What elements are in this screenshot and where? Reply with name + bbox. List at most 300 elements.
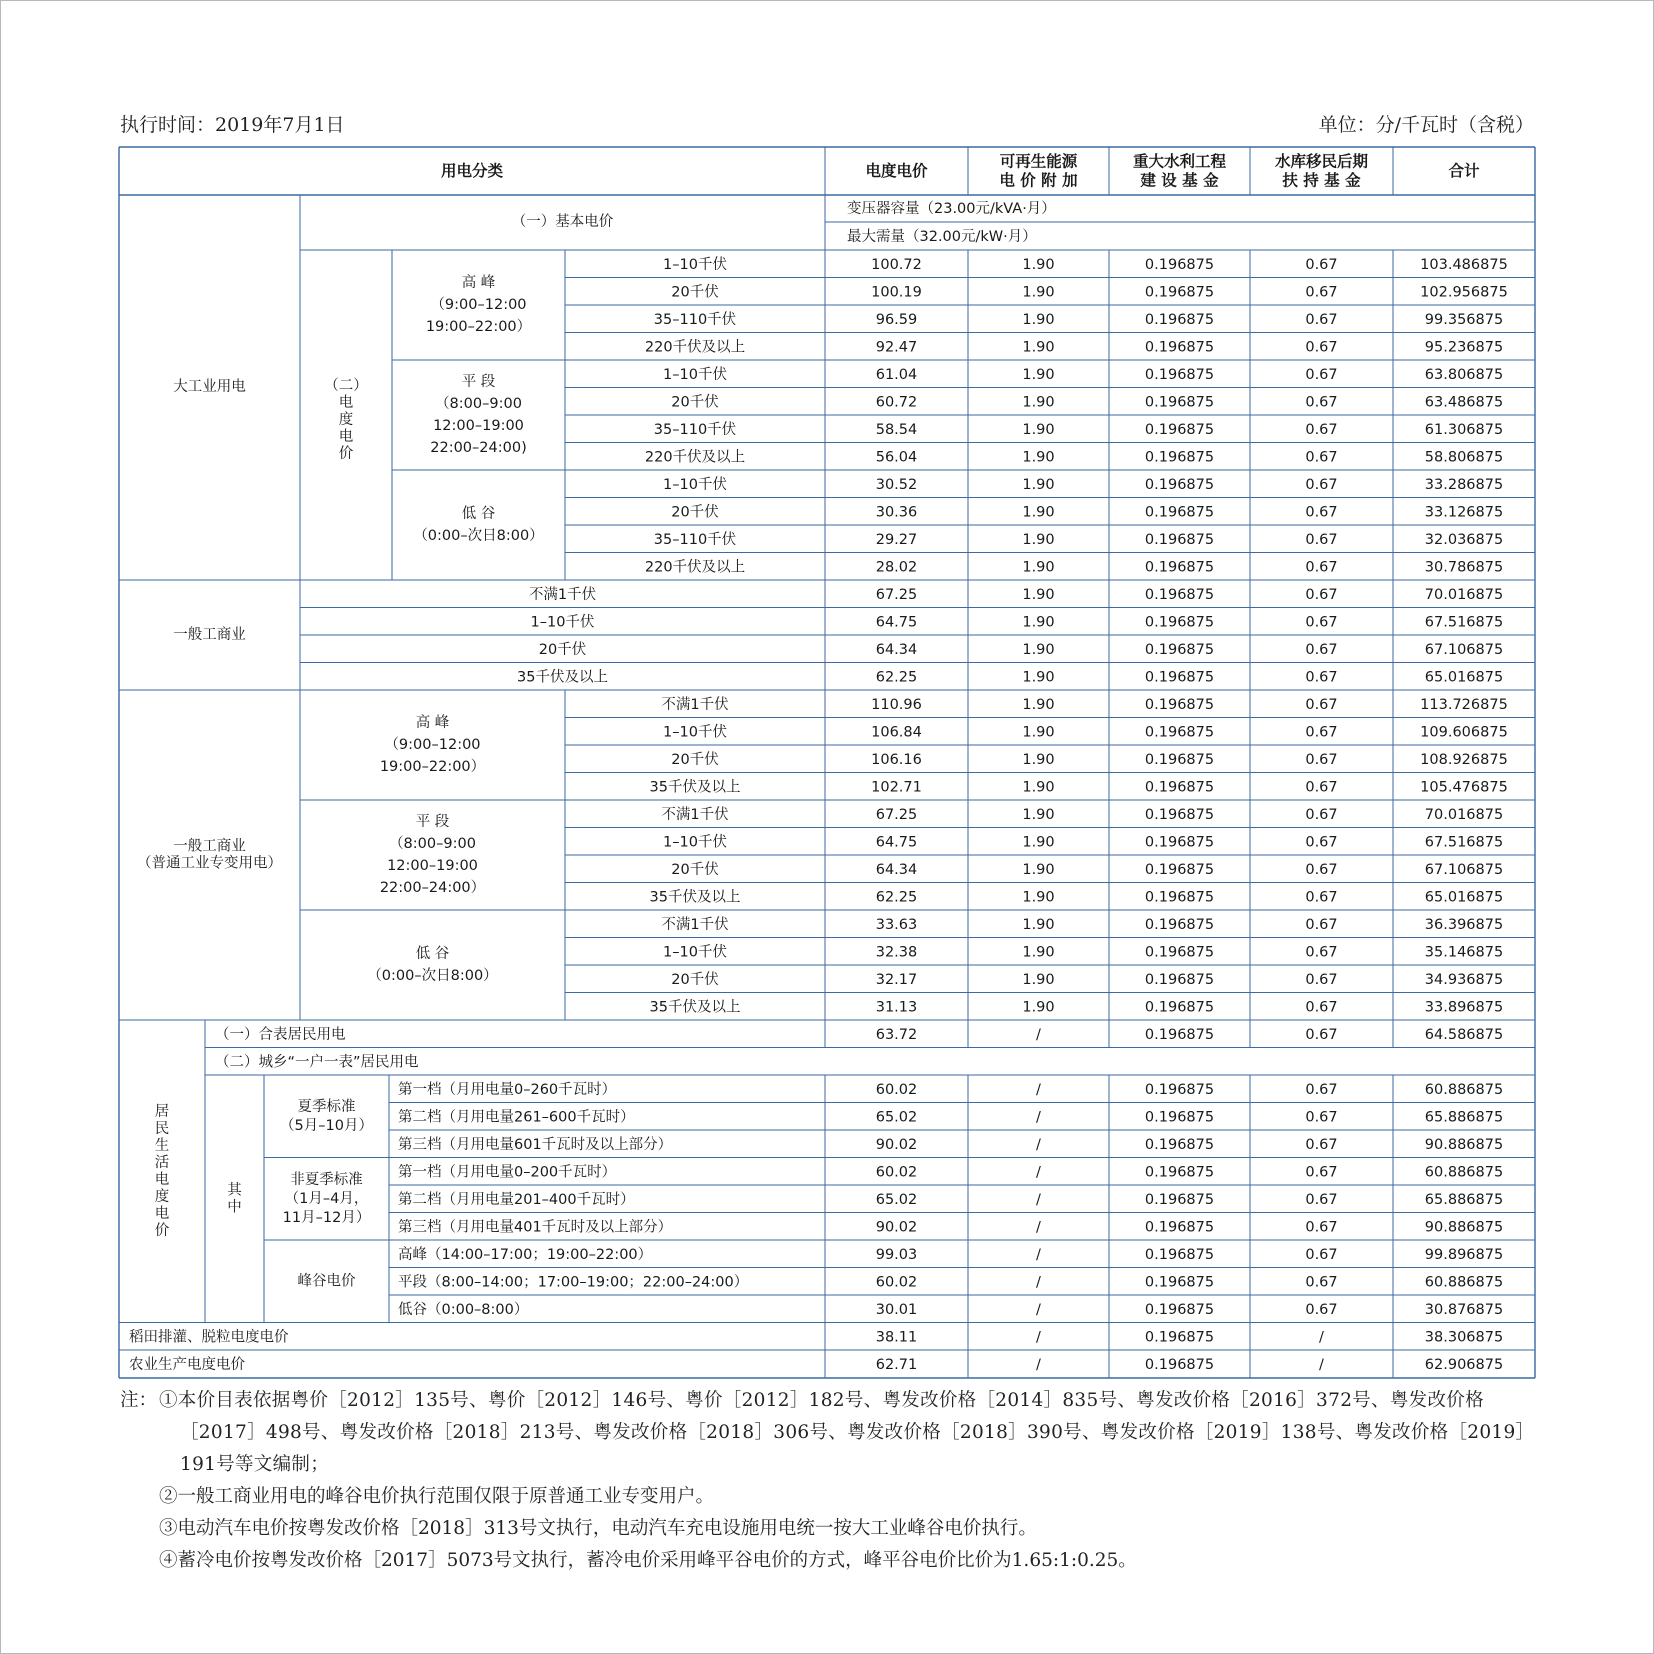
renewable-surcharge: 1.90	[1022, 861, 1055, 878]
total-price: 30.876875	[1424, 1301, 1504, 1318]
time-period-label: 19:00–22:00）	[425, 319, 532, 335]
renewable-surcharge: 1.90	[1022, 284, 1055, 301]
energy-price: 90.02	[875, 1219, 918, 1236]
time-period-label: 12:00–19:00	[387, 858, 478, 874]
total-price: 38.306875	[1424, 1329, 1504, 1346]
header-water-fund: 重大水利工程	[1132, 152, 1227, 171]
reservoir-fund: 0.67	[1305, 586, 1338, 603]
energy-price: 102.71	[871, 779, 922, 796]
renewable-surcharge: /	[1036, 1191, 1041, 1208]
header-category: 用电分类	[440, 162, 504, 180]
energy-price: 33.63	[875, 916, 918, 933]
energy-price: 106.16	[871, 751, 922, 768]
tier-label: 第三档（月用电量601千瓦时及以上部分）	[398, 1136, 673, 1153]
energy-price-label: 电	[338, 429, 354, 445]
water-fund: 0.196875	[1144, 1026, 1215, 1043]
renewable-surcharge: /	[1036, 1246, 1041, 1263]
notes	[120, 1385, 1540, 1577]
energy-price: 60.72	[875, 394, 918, 411]
renewable-surcharge: /	[1036, 1164, 1041, 1181]
water-fund: 0.196875	[1144, 944, 1215, 961]
energy-price-label: （二）	[324, 378, 368, 394]
water-fund: 0.196875	[1144, 559, 1215, 576]
one-meter-label: （二）城乡“一户一表”居民用电	[215, 1054, 419, 1071]
renewable-surcharge: /	[1036, 1356, 1041, 1373]
header-water-fund: 建 设 基 金	[1140, 171, 1219, 190]
energy-price: 60.02	[875, 1164, 918, 1181]
water-fund: 0.196875	[1144, 1191, 1215, 1208]
reservoir-fund: 0.67	[1305, 1219, 1338, 1236]
total-price: 35.146875	[1424, 944, 1504, 961]
water-fund: 0.196875	[1144, 1109, 1215, 1126]
reservoir-fund: 0.67	[1305, 1136, 1338, 1153]
voltage-level: 220千伏及以上	[644, 559, 746, 576]
reservoir-fund: 0.67	[1305, 256, 1338, 273]
total-price: 70.016875	[1424, 806, 1504, 823]
voltage-level: 35千伏及以上	[649, 889, 741, 906]
total-price: 33.896875	[1424, 999, 1504, 1016]
energy-price: 32.38	[875, 944, 918, 961]
renewable-surcharge: 1.90	[1022, 944, 1055, 961]
voltage-level: 35千伏及以上	[517, 669, 608, 686]
note-text: ③电动汽车电价按粤发改价格［2018］313号文执行，电动汽车充电设施用电统一按大工业峰谷电价执行。	[159, 1518, 1037, 1539]
energy-price: 62.25	[875, 889, 918, 906]
reservoir-fund: 0.67	[1305, 476, 1338, 493]
voltage-level: 1–10千伏	[663, 944, 727, 961]
energy-price: 100.72	[871, 256, 922, 273]
renewable-surcharge: 1.90	[1022, 696, 1055, 713]
voltage-level: 1–10千伏	[663, 256, 727, 273]
renewable-surcharge: 1.90	[1022, 999, 1055, 1016]
water-fund: 0.196875	[1144, 669, 1215, 686]
total-price: 67.516875	[1424, 834, 1504, 851]
note-3	[120, 1513, 1540, 1545]
header-reservoir-fund: 扶 持 基 金	[1282, 171, 1361, 190]
water-fund: 0.196875	[1144, 476, 1215, 493]
time-period-label: （9:00–12:00	[430, 297, 527, 313]
total-price: 65.016875	[1424, 669, 1504, 686]
renewable-surcharge: 1.90	[1022, 476, 1055, 493]
unit-label: 单位：分/千瓦时（含税）	[1318, 114, 1534, 136]
energy-price: 32.17	[875, 971, 918, 988]
renewable-surcharge: /	[1036, 1301, 1041, 1318]
renewable-surcharge: 1.90	[1022, 669, 1055, 686]
basic-capacity: 变压器容量（23.00元/kVA·月）	[847, 201, 1056, 217]
voltage-level: 1–10千伏	[663, 476, 727, 493]
renewable-surcharge: 1.90	[1022, 256, 1055, 273]
reservoir-fund: 0.67	[1305, 1274, 1338, 1291]
voltage-level: 20千伏	[671, 751, 719, 768]
total-price: 103.486875	[1420, 256, 1508, 273]
total-price: 67.106875	[1424, 641, 1504, 658]
total-price: 108.926875	[1420, 751, 1508, 768]
reservoir-fund: 0.67	[1305, 531, 1338, 548]
total-price: 63.486875	[1424, 394, 1504, 411]
energy-price: 100.19	[871, 284, 922, 301]
energy-price: 30.52	[875, 476, 918, 493]
energy-price: 64.75	[875, 834, 918, 851]
time-period-label: 平 段	[415, 814, 450, 830]
residential-label: 电	[154, 1205, 170, 1222]
voltage-level: 不满1千伏	[528, 586, 597, 603]
note-2	[120, 1481, 1540, 1513]
residential-label: 价	[154, 1222, 170, 1239]
voltage-level: 20千伏	[671, 861, 719, 878]
renewable-surcharge: /	[1036, 1136, 1041, 1153]
residential-label: 电	[154, 1171, 170, 1188]
energy-price: 62.71	[875, 1356, 918, 1373]
basic-demand: 最大需量（32.00元/kW·月）	[847, 229, 1037, 245]
energy-price: 56.04	[875, 449, 918, 466]
water-fund: 0.196875	[1144, 696, 1215, 713]
water-fund: 0.196875	[1144, 999, 1215, 1016]
reservoir-fund: 0.67	[1305, 339, 1338, 356]
energy-price: 64.75	[875, 614, 918, 631]
water-fund: 0.196875	[1144, 1081, 1215, 1098]
total-price: 63.806875	[1424, 366, 1504, 383]
renewable-surcharge: 1.90	[1022, 559, 1055, 576]
reservoir-fund: 0.67	[1305, 916, 1338, 933]
total-price: 36.396875	[1424, 916, 1504, 933]
time-period-label: 22:00–24:00)	[430, 440, 527, 456]
renewable-surcharge: 1.90	[1022, 751, 1055, 768]
renewable-surcharge: 1.90	[1022, 916, 1055, 933]
residential-label: 民	[154, 1120, 170, 1137]
total-price: 90.886875	[1424, 1219, 1504, 1236]
note-text: ④蓄冷电价按粤发改价格［2017］5073号文执行，蓄冷电价采用峰平谷电价的方式，峰平谷电价比价为1.65:1:0.25。	[159, 1550, 1137, 1571]
renewable-surcharge: 1.90	[1022, 834, 1055, 851]
renewable-surcharge: 1.90	[1022, 806, 1055, 823]
reservoir-fund: 0.67	[1305, 421, 1338, 438]
reservoir-fund: 0.67	[1305, 311, 1338, 328]
renewable-surcharge: 1.90	[1022, 504, 1055, 521]
total-price: 33.286875	[1424, 476, 1504, 493]
water-fund: 0.196875	[1144, 614, 1215, 631]
total-price: 33.126875	[1424, 504, 1504, 521]
water-fund: 0.196875	[1144, 311, 1215, 328]
renewable-surcharge: /	[1036, 1081, 1041, 1098]
renewable-surcharge: 1.90	[1022, 641, 1055, 658]
voltage-level: 35–110千伏	[653, 311, 737, 328]
season-label: 峰谷电价	[297, 1273, 356, 1290]
reservoir-fund: 0.67	[1305, 504, 1338, 521]
renewable-surcharge: 1.90	[1022, 779, 1055, 796]
reservoir-fund: 0.67	[1305, 1191, 1338, 1208]
renewable-surcharge: 1.90	[1022, 614, 1055, 631]
header-reservoir-fund: 水库移民后期	[1274, 152, 1369, 171]
voltage-level: 220千伏及以上	[644, 339, 746, 356]
total-price: 65.886875	[1424, 1191, 1504, 1208]
energy-price: 30.36	[875, 504, 918, 521]
total-price: 90.886875	[1424, 1136, 1504, 1153]
reservoir-fund: 0.67	[1305, 1301, 1338, 1318]
total-price: 109.606875	[1420, 724, 1508, 741]
voltage-level: 35–110千伏	[653, 531, 737, 548]
water-fund: 0.196875	[1144, 339, 1215, 356]
voltage-level: 不满1千伏	[661, 696, 729, 713]
season-label: （5月–10月）	[280, 1117, 373, 1134]
renewable-surcharge: 1.90	[1022, 586, 1055, 603]
energy-price: 28.02	[875, 559, 918, 576]
voltage-level: 不满1千伏	[661, 916, 729, 933]
water-fund: 0.196875	[1144, 284, 1215, 301]
large-industry-label: 大工业用电	[173, 379, 246, 395]
tier-label: 第三档（月用电量401千瓦时及以上部分）	[398, 1219, 673, 1236]
water-fund: 0.196875	[1144, 1356, 1215, 1373]
time-period-label: 12:00–19:00	[433, 418, 524, 434]
basic-price-label: （一）基本电价	[511, 214, 614, 230]
water-fund: 0.196875	[1144, 449, 1215, 466]
reservoir-fund: 0.67	[1305, 724, 1338, 741]
total-price: 60.886875	[1424, 1081, 1504, 1098]
reservoir-fund: /	[1319, 1356, 1324, 1373]
renewable-surcharge: /	[1036, 1109, 1041, 1126]
voltage-level: 1–10千伏	[663, 834, 727, 851]
reservoir-fund: 0.67	[1305, 806, 1338, 823]
voltage-level: 20千伏	[671, 284, 719, 301]
renewable-surcharge: /	[1036, 1329, 1041, 1346]
energy-price: 60.02	[875, 1081, 918, 1098]
notes-prefix: 注：	[120, 1390, 158, 1411]
time-period-label: 低 谷	[461, 506, 496, 522]
total-price: 30.786875	[1424, 559, 1504, 576]
total-price: 70.016875	[1424, 586, 1504, 603]
water-fund: 0.196875	[1144, 256, 1215, 273]
header-total: 合计	[1448, 162, 1480, 180]
time-period-label: （9:00–12:00	[384, 737, 481, 753]
time-period-label: 22:00–24:00）	[379, 880, 486, 896]
tier-label: 平段（8:00–14:00；17:00–19:00；22:00–24:00）	[398, 1274, 749, 1291]
water-fund: 0.196875	[1144, 1274, 1215, 1291]
agri-label: 农业生产电度电价	[129, 1356, 245, 1373]
voltage-level: 20千伏	[671, 504, 719, 521]
energy-price: 31.13	[875, 999, 918, 1016]
voltage-level: 1–10千伏	[530, 614, 595, 631]
total-price: 65.016875	[1424, 889, 1504, 906]
energy-price: 90.02	[875, 1136, 918, 1153]
reservoir-fund: 0.67	[1305, 999, 1338, 1016]
water-fund: 0.196875	[1144, 641, 1215, 658]
voltage-level: 220千伏及以上	[644, 449, 746, 466]
energy-price: 38.11	[875, 1329, 918, 1346]
reservoir-fund: 0.67	[1305, 779, 1338, 796]
energy-price: 110.96	[871, 696, 922, 713]
renewable-surcharge: 1.90	[1022, 971, 1055, 988]
water-fund: 0.196875	[1144, 971, 1215, 988]
energy-price: 67.25	[875, 806, 918, 823]
water-fund: 0.196875	[1144, 916, 1215, 933]
reservoir-fund: 0.67	[1305, 1081, 1338, 1098]
water-fund: 0.196875	[1144, 724, 1215, 741]
water-fund: 0.196875	[1144, 861, 1215, 878]
reservoir-fund: 0.67	[1305, 559, 1338, 576]
energy-price: 65.02	[875, 1191, 918, 1208]
total-price: 113.726875	[1420, 696, 1508, 713]
energy-price: 67.25	[875, 586, 918, 603]
renewable-surcharge: /	[1036, 1026, 1041, 1043]
energy-price: 63.72	[875, 1026, 918, 1043]
total-price: 61.306875	[1424, 421, 1504, 438]
reservoir-fund: 0.67	[1305, 1164, 1338, 1181]
total-price: 67.106875	[1424, 861, 1504, 878]
voltage-level: 不满1千伏	[661, 806, 729, 823]
total-price: 65.886875	[1424, 1109, 1504, 1126]
reservoir-fund: 0.67	[1305, 669, 1338, 686]
reservoir-fund: 0.67	[1305, 1109, 1338, 1126]
time-period-label: 低 谷	[415, 946, 450, 962]
water-fund: 0.196875	[1144, 1136, 1215, 1153]
water-fund: 0.196875	[1144, 504, 1215, 521]
among-label: 中	[227, 1199, 242, 1216]
total-price: 64.586875	[1424, 1026, 1504, 1043]
water-fund: 0.196875	[1144, 806, 1215, 823]
total-price: 99.896875	[1424, 1246, 1504, 1263]
renewable-surcharge: 1.90	[1022, 449, 1055, 466]
note-4	[120, 1545, 1540, 1577]
voltage-level: 20千伏	[671, 971, 719, 988]
voltage-level: 35千伏及以上	[649, 999, 741, 1016]
season-label: 夏季标准	[297, 1098, 356, 1115]
execution-date: 执行时间：2019年7月1日	[120, 114, 345, 136]
general-special-label: （普通工业专变用电）	[137, 855, 282, 872]
renewable-surcharge: 1.90	[1022, 311, 1055, 328]
time-period-label: 平 段	[461, 374, 496, 390]
reservoir-fund: 0.67	[1305, 641, 1338, 658]
total-price: 60.886875	[1424, 1164, 1504, 1181]
renewable-surcharge: 1.90	[1022, 724, 1055, 741]
time-period-label: （8:00–9:00	[389, 836, 476, 852]
reservoir-fund: 0.67	[1305, 751, 1338, 768]
water-fund: 0.196875	[1144, 751, 1215, 768]
energy-price: 58.54	[875, 421, 918, 438]
reservoir-fund: 0.67	[1305, 944, 1338, 961]
residential-label: 生	[154, 1137, 170, 1154]
total-price: 32.036875	[1424, 531, 1504, 548]
general-commercial-label: 一般工商业	[173, 627, 246, 643]
energy-price: 61.04	[875, 366, 918, 383]
energy-price: 96.59	[875, 311, 918, 328]
reservoir-fund: 0.67	[1305, 449, 1338, 466]
energy-price: 60.02	[875, 1274, 918, 1291]
reservoir-fund: 0.67	[1305, 1026, 1338, 1043]
energy-price: 29.27	[875, 531, 918, 548]
renewable-surcharge: /	[1036, 1219, 1041, 1236]
energy-price: 64.34	[875, 641, 918, 658]
energy-price: 62.25	[875, 669, 918, 686]
reservoir-fund: 0.67	[1305, 834, 1338, 851]
total-price: 34.936875	[1424, 971, 1504, 988]
reservoir-fund: 0.67	[1305, 614, 1338, 631]
note-text: ①本价目表依据粤价［2012］135号、粤价［2012］146号、粤价［2012］182号、粤发改价格［2014］835号、粤发改价格［2016］372号、粤发改价格［2017］498号、粤发改价格［2018］213号、粤发改价格［2018］306号、粤发改价格［2018］390号、粤发改价格［2019］138号、粤发改价格［2019］191号等文编制；	[159, 1390, 1535, 1475]
time-period-label: （0:00–次日8:00）	[413, 528, 544, 544]
reservoir-fund: 0.67	[1305, 971, 1338, 988]
total-price: 62.906875	[1424, 1356, 1504, 1373]
water-fund: 0.196875	[1144, 1246, 1215, 1263]
season-label: （1月–4月，	[284, 1190, 369, 1207]
renewable-surcharge: 1.90	[1022, 394, 1055, 411]
time-period-label: 高 峰	[461, 275, 496, 291]
reservoir-fund: 0.67	[1305, 394, 1338, 411]
water-fund: 0.196875	[1144, 779, 1215, 796]
note-text: ②一般工商业用电的峰谷电价执行范围仅限于原普通工业专变用户。	[159, 1486, 715, 1507]
water-fund: 0.196875	[1144, 1164, 1215, 1181]
total-price: 60.886875	[1424, 1274, 1504, 1291]
tier-label: 第一档（月用电量0–260千瓦时）	[398, 1081, 617, 1098]
time-period-label: （8:00–9:00	[435, 396, 522, 412]
total-price: 67.516875	[1424, 614, 1504, 631]
energy-price-label: 电	[338, 395, 354, 411]
water-fund: 0.196875	[1144, 1219, 1215, 1236]
season-label: 11月–12月）	[282, 1209, 371, 1226]
header-renewable: 电 价 附 加	[999, 171, 1078, 190]
total-price: 105.476875	[1420, 779, 1508, 796]
tier-label: 第一档（月用电量0–200千瓦时）	[398, 1164, 617, 1181]
renewable-surcharge: 1.90	[1022, 421, 1055, 438]
residential-label: 活	[154, 1154, 170, 1171]
voltage-level: 20千伏	[671, 394, 719, 411]
agri-label: 稻田排灌、脱粒电度电价	[129, 1329, 289, 1346]
residential-label: 居	[154, 1103, 170, 1120]
residential-label: 度	[154, 1188, 170, 1205]
tier-label: 高峰（14:00–17:00；19:00–22:00）	[398, 1246, 653, 1263]
renewable-surcharge: 1.90	[1022, 889, 1055, 906]
voltage-level: 35千伏及以上	[649, 779, 741, 796]
energy-price: 65.02	[875, 1109, 918, 1126]
water-fund: 0.196875	[1144, 1329, 1215, 1346]
energy-price: 99.03	[875, 1246, 918, 1263]
water-fund: 0.196875	[1144, 394, 1215, 411]
reservoir-fund: 0.67	[1305, 696, 1338, 713]
time-period-label: 19:00–22:00）	[379, 759, 486, 775]
water-fund: 0.196875	[1144, 889, 1215, 906]
energy-price: 30.01	[875, 1301, 918, 1318]
energy-price-label: 价	[338, 446, 354, 462]
water-fund: 0.196875	[1144, 834, 1215, 851]
energy-price: 64.34	[875, 861, 918, 878]
tier-label: 第二档（月用电量261–600千瓦时）	[398, 1109, 635, 1126]
reservoir-fund: 0.67	[1305, 861, 1338, 878]
renewable-surcharge: 1.90	[1022, 531, 1055, 548]
voltage-level: 35–110千伏	[653, 421, 737, 438]
total-price: 99.356875	[1424, 311, 1504, 328]
renewable-surcharge: /	[1036, 1274, 1041, 1291]
renewable-surcharge: 1.90	[1022, 339, 1055, 356]
time-period-label: 高 峰	[415, 715, 450, 731]
tier-label: 低谷（0:00–8:00）	[398, 1301, 529, 1318]
reservoir-fund: 0.67	[1305, 284, 1338, 301]
season-label: 非夏季标准	[290, 1171, 363, 1188]
tier-label: 第二档（月用电量201–400千瓦时）	[398, 1191, 635, 1208]
voltage-level: 1–10千伏	[663, 724, 727, 741]
among-label: 其	[227, 1182, 242, 1199]
total-price: 102.956875	[1420, 284, 1508, 301]
energy-price-label: 度	[338, 412, 354, 428]
energy-price: 92.47	[875, 339, 918, 356]
water-fund: 0.196875	[1144, 586, 1215, 603]
total-price: 58.806875	[1424, 449, 1504, 466]
energy-price: 106.84	[871, 724, 922, 741]
combined-residential-label: （一）合表居民用电	[215, 1026, 346, 1043]
header-renewable: 可再生能源	[999, 152, 1078, 171]
header-energy-price: 电度电价	[865, 162, 928, 180]
voltage-level: 20千伏	[538, 641, 587, 658]
reservoir-fund: 0.67	[1305, 366, 1338, 383]
water-fund: 0.196875	[1144, 366, 1215, 383]
voltage-level: 1–10千伏	[663, 366, 727, 383]
water-fund: 0.196875	[1144, 531, 1215, 548]
reservoir-fund: 0.67	[1305, 889, 1338, 906]
time-period-label: （0:00–次日8:00）	[367, 968, 498, 984]
